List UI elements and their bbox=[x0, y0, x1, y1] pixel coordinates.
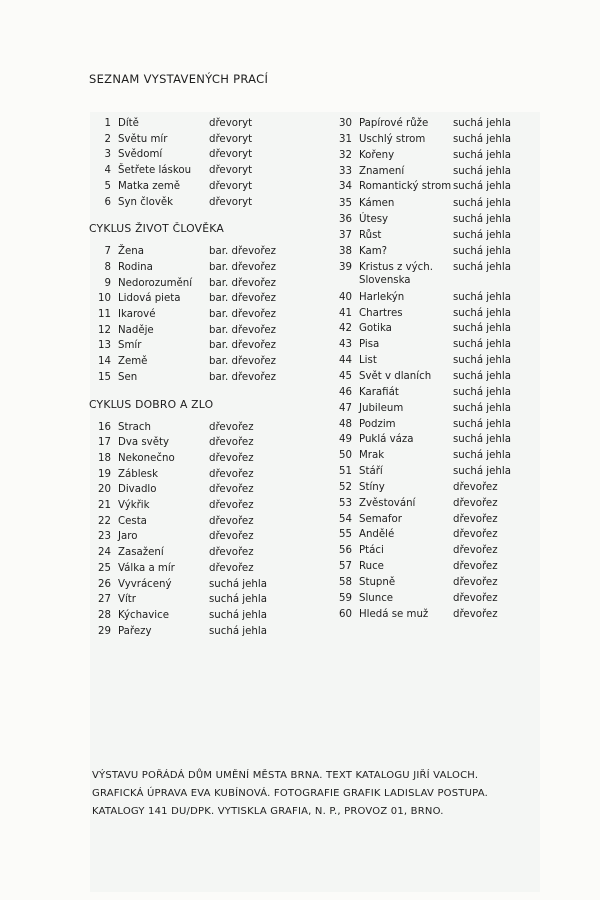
item-title: Nedorozumění bbox=[118, 277, 193, 289]
item-technique: bar. dřevořez bbox=[209, 324, 276, 336]
list-item bbox=[330, 591, 550, 607]
item-technique: dřevořez bbox=[209, 484, 254, 496]
list-item bbox=[330, 480, 550, 496]
item-technique: bar. dřevořez bbox=[209, 261, 276, 273]
item-title: Útesy bbox=[359, 214, 389, 226]
item-number: 24 bbox=[98, 547, 111, 559]
list-group-right bbox=[330, 116, 550, 622]
list-item bbox=[330, 132, 550, 148]
list-item bbox=[330, 306, 550, 322]
item-technique: dřevořez bbox=[209, 452, 254, 464]
item-title: List bbox=[359, 355, 377, 367]
list-item bbox=[330, 543, 550, 559]
item-title: Stupně bbox=[359, 576, 396, 588]
item-title: Puklá váza bbox=[359, 434, 414, 446]
item-number: 6 bbox=[104, 196, 111, 208]
item-title: Vítr bbox=[118, 594, 136, 606]
list-item bbox=[89, 323, 329, 339]
list-item bbox=[89, 338, 329, 354]
list-item bbox=[330, 559, 550, 575]
item-number: 16 bbox=[98, 421, 111, 433]
item-technique: bar. dřevořez bbox=[209, 340, 276, 352]
item-title: Šetřete láskou bbox=[118, 165, 192, 177]
item-technique: suchá jehla bbox=[453, 466, 511, 478]
item-number: 17 bbox=[98, 437, 111, 449]
item-number: 56 bbox=[339, 545, 352, 557]
item-title: Svědomí bbox=[118, 149, 163, 161]
item-number: 34 bbox=[339, 181, 352, 193]
item-title: Mrak bbox=[359, 450, 385, 462]
item-title: Výkřik bbox=[118, 500, 150, 512]
list-item bbox=[89, 561, 329, 577]
list-item bbox=[330, 385, 550, 401]
item-title: Kámen bbox=[359, 198, 395, 210]
list-item bbox=[89, 608, 329, 624]
item-title: Gotika bbox=[359, 323, 392, 335]
item-technique: dřevořez bbox=[453, 608, 498, 620]
item-technique: suchá jehla bbox=[453, 323, 511, 335]
colophon-line: GRAFICKÁ ÚPRAVA EVA KUBÍNOVÁ. FOTOGRAFIE GRAFIK LADISLAV POSTUPA. bbox=[92, 788, 488, 799]
item-technique: suchá jehla bbox=[453, 230, 511, 242]
item-number: 5 bbox=[104, 180, 111, 192]
item-technique: suchá jehla bbox=[453, 307, 511, 319]
list-item bbox=[89, 260, 329, 276]
item-number: 55 bbox=[339, 529, 352, 541]
item-title: Ikarové bbox=[118, 309, 156, 321]
item-title: Žena bbox=[118, 246, 144, 258]
item-number: 3 bbox=[104, 149, 111, 161]
item-title: Znamení bbox=[359, 165, 405, 177]
list-item bbox=[89, 577, 329, 593]
item-technique: suchá jehla bbox=[453, 291, 511, 303]
item-number: 15 bbox=[98, 371, 111, 383]
item-title: Divadlo bbox=[118, 484, 157, 496]
item-number: 42 bbox=[339, 323, 352, 335]
item-number: 9 bbox=[104, 277, 111, 289]
item-title: Andělé bbox=[359, 529, 395, 541]
item-title: Nekonečno bbox=[118, 452, 175, 464]
item-title: Záblesk bbox=[118, 468, 158, 480]
item-title: Podzim bbox=[359, 418, 396, 430]
item-technique: dřevořez bbox=[453, 481, 498, 493]
list-item bbox=[89, 291, 329, 307]
colophon-line: KATALOGY 141 DU/DPK. VYTISKLA GRAFIA, N. P., PROVOZ 01, BRNO. bbox=[92, 806, 444, 817]
item-number: 7 bbox=[104, 246, 111, 258]
item-number: 8 bbox=[104, 261, 111, 273]
item-technique: dřevořez bbox=[453, 545, 498, 557]
item-title: Romantický strom bbox=[359, 181, 452, 193]
item-number: 1 bbox=[104, 118, 111, 129]
item-number: 18 bbox=[98, 452, 111, 464]
item-title: Matka země bbox=[118, 180, 181, 192]
item-technique: dřevoryt bbox=[209, 180, 253, 192]
item-technique: dřevořez bbox=[453, 561, 498, 573]
item-title: Hledá se muž bbox=[359, 608, 429, 620]
item-number: 4 bbox=[104, 165, 111, 177]
item-number: 48 bbox=[339, 418, 352, 430]
item-number: 13 bbox=[98, 340, 111, 352]
list-group-untitled bbox=[89, 116, 329, 210]
item-technique: suchá jehla bbox=[453, 181, 511, 193]
item-title: Harlekýn bbox=[359, 291, 405, 303]
item-technique: suchá jehla bbox=[453, 434, 511, 446]
item-technique: suchá jehla bbox=[453, 355, 511, 367]
item-title: Uschlý strom bbox=[359, 133, 426, 145]
item-number: 52 bbox=[339, 481, 352, 493]
item-title: Dva světy bbox=[118, 437, 169, 449]
item-title: Jaro bbox=[118, 531, 138, 543]
list-item bbox=[330, 116, 550, 132]
list-item bbox=[330, 260, 550, 287]
item-number: 59 bbox=[339, 592, 352, 604]
item-number: 31 bbox=[339, 133, 352, 145]
item-title: Smír bbox=[118, 340, 142, 352]
item-number: 49 bbox=[339, 434, 352, 446]
item-title: Ptáci bbox=[359, 545, 384, 557]
list-group-dobro-a-zlo bbox=[89, 420, 329, 640]
colophon-line: VÝSTAVU POŘÁDÁ DŮM UMĚNÍ MĚSTA BRNA. TEXT KATALOGU JIŘÍ VALOCH. bbox=[92, 770, 479, 781]
list-item bbox=[330, 464, 550, 480]
item-technique: suchá jehla bbox=[453, 165, 511, 177]
list-item bbox=[330, 401, 550, 417]
right-column bbox=[330, 116, 550, 622]
item-title: Světu mír bbox=[118, 133, 168, 145]
item-number: 12 bbox=[98, 324, 111, 336]
item-number: 33 bbox=[339, 165, 352, 177]
item-number: 22 bbox=[98, 515, 111, 527]
item-technique: suchá jehla bbox=[453, 198, 511, 210]
list-item bbox=[89, 545, 329, 561]
list-item bbox=[330, 337, 550, 353]
item-technique: suchá jehla bbox=[453, 133, 511, 145]
item-title: Syn člověk bbox=[118, 196, 174, 208]
item-number: 54 bbox=[339, 513, 352, 525]
item-title: Papírové růže bbox=[359, 118, 429, 129]
item-technique: suchá jehla bbox=[453, 339, 511, 351]
list-item bbox=[89, 132, 329, 148]
item-title: Jubileum bbox=[359, 402, 404, 414]
item-technique: suchá jehla bbox=[453, 261, 511, 273]
item-technique: dřevoryt bbox=[209, 133, 253, 145]
page-title: SEZNAM VYSTAVENÝCH PRACÍ bbox=[89, 72, 269, 86]
item-number: 44 bbox=[339, 355, 352, 367]
item-number: 58 bbox=[339, 576, 352, 588]
item-technique: suchá jehla bbox=[453, 149, 511, 161]
list-item bbox=[330, 212, 550, 228]
item-title: Dítě bbox=[118, 118, 139, 129]
list-item bbox=[89, 370, 329, 386]
list-item bbox=[89, 420, 329, 436]
item-technique: bar. dřevořez bbox=[209, 356, 276, 368]
list-item bbox=[330, 448, 550, 464]
item-title: Kýchavice bbox=[118, 609, 169, 621]
item-title: Kristus z vých. Slovenska bbox=[359, 261, 433, 286]
item-technique: dřevoryt bbox=[209, 165, 253, 177]
list-item bbox=[330, 196, 550, 212]
item-technique: dřevoryt bbox=[209, 149, 253, 161]
item-title: Zvěstování bbox=[359, 497, 416, 509]
item-number: 53 bbox=[339, 497, 352, 509]
list-item bbox=[330, 179, 550, 193]
list-item bbox=[89, 147, 329, 163]
list-item bbox=[89, 307, 329, 323]
list-item bbox=[330, 353, 550, 369]
item-technique: suchá jehla bbox=[453, 402, 511, 414]
item-number: 27 bbox=[98, 594, 111, 606]
item-number: 51 bbox=[339, 466, 352, 478]
item-title: Pisa bbox=[359, 339, 380, 351]
item-number: 20 bbox=[98, 484, 111, 496]
item-technique: dřevořez bbox=[209, 515, 254, 527]
item-number: 26 bbox=[98, 578, 111, 590]
list-item bbox=[89, 179, 329, 195]
item-technique: bar. dřevořez bbox=[209, 309, 276, 321]
list-item bbox=[330, 417, 550, 433]
list-item bbox=[89, 592, 329, 608]
item-title: Semafor bbox=[359, 513, 402, 525]
item-title: Rodina bbox=[118, 261, 153, 273]
item-technique: dřevořez bbox=[209, 531, 254, 543]
item-technique: bar. dřevořez bbox=[209, 246, 276, 258]
item-technique: dřevořez bbox=[453, 497, 498, 509]
item-technique: suchá jehla bbox=[453, 118, 511, 129]
list-item bbox=[89, 624, 329, 640]
list-item bbox=[330, 575, 550, 591]
item-number: 37 bbox=[339, 230, 352, 242]
item-technique: suchá jehla bbox=[453, 245, 511, 257]
list-item bbox=[330, 164, 550, 180]
item-title: Slunce bbox=[359, 592, 394, 604]
list-item bbox=[330, 369, 550, 385]
list-item bbox=[330, 607, 550, 623]
item-title: Pařezy bbox=[118, 625, 152, 637]
list-item bbox=[89, 244, 329, 260]
list-item bbox=[330, 228, 550, 244]
item-technique: suchá jehla bbox=[453, 214, 511, 226]
list-item bbox=[89, 451, 329, 467]
item-number: 50 bbox=[339, 450, 352, 462]
item-number: 10 bbox=[98, 293, 111, 305]
item-title: Stíny bbox=[359, 481, 385, 493]
list-item bbox=[330, 244, 550, 260]
item-number: 40 bbox=[339, 291, 352, 303]
item-title: Vyvrácený bbox=[118, 578, 172, 590]
item-number: 35 bbox=[339, 198, 352, 210]
item-number: 2 bbox=[104, 133, 111, 145]
list-item bbox=[89, 529, 329, 545]
item-number: 11 bbox=[98, 309, 111, 321]
section-title-zivot-cloveka: CYKLUS ŽIVOT ČLOVĚKA bbox=[89, 222, 224, 236]
item-title: Země bbox=[118, 356, 148, 368]
item-number: 28 bbox=[98, 609, 111, 621]
item-technique: suchá jehla bbox=[209, 609, 267, 621]
item-technique: dřevořez bbox=[453, 576, 498, 588]
item-technique: dřevořez bbox=[209, 421, 254, 433]
item-technique: dřevořez bbox=[209, 547, 254, 559]
section-title-dobro-a-zlo: CYKLUS DOBRO A ZLO bbox=[89, 397, 214, 411]
item-number: 29 bbox=[98, 625, 111, 637]
item-title: Kořeny bbox=[359, 149, 395, 161]
item-title: Svět v dlaních bbox=[359, 370, 432, 382]
item-number: 43 bbox=[339, 339, 352, 351]
item-technique: suchá jehla bbox=[209, 594, 267, 606]
item-title: Zasažení bbox=[118, 547, 164, 559]
colophon bbox=[92, 767, 542, 821]
item-number: 32 bbox=[339, 149, 352, 161]
left-column bbox=[89, 116, 329, 639]
item-technique: suchá jehla bbox=[453, 418, 511, 430]
item-title: Strach bbox=[118, 421, 151, 433]
item-title: Růst bbox=[359, 230, 382, 242]
item-technique: dřevoryt bbox=[209, 118, 253, 129]
list-item bbox=[330, 527, 550, 543]
list-item bbox=[89, 163, 329, 179]
list-item bbox=[330, 432, 550, 448]
list-item bbox=[330, 321, 550, 337]
item-title: Stáří bbox=[359, 466, 383, 478]
list-item bbox=[89, 195, 329, 211]
item-number: 39 bbox=[339, 261, 352, 273]
item-number: 47 bbox=[339, 402, 352, 414]
item-technique: bar. dřevořez bbox=[209, 277, 276, 289]
list-item bbox=[330, 148, 550, 164]
list-group-zivot-cloveka bbox=[89, 244, 329, 385]
item-technique: dřevořez bbox=[209, 468, 254, 480]
list-item bbox=[89, 467, 329, 483]
item-technique: dřevořez bbox=[453, 513, 498, 525]
item-number: 19 bbox=[98, 468, 111, 480]
item-number: 21 bbox=[98, 500, 111, 512]
item-title: Sen bbox=[118, 371, 138, 383]
item-technique: suchá jehla bbox=[209, 625, 267, 637]
list-item bbox=[89, 498, 329, 514]
item-technique: dřevořez bbox=[209, 437, 254, 449]
item-technique: suchá jehla bbox=[453, 386, 511, 398]
item-number: 30 bbox=[339, 118, 352, 129]
list-item bbox=[330, 512, 550, 528]
item-title: Naděje bbox=[118, 324, 154, 336]
item-title: Cesta bbox=[118, 515, 147, 527]
item-technique: dřevořez bbox=[209, 562, 254, 574]
item-number: 60 bbox=[339, 608, 352, 620]
list-item bbox=[89, 354, 329, 370]
item-technique: dřevoryt bbox=[209, 196, 253, 208]
item-number: 14 bbox=[98, 356, 111, 368]
item-number: 45 bbox=[339, 370, 352, 382]
item-technique: bar. dřevořez bbox=[209, 371, 276, 383]
item-number: 25 bbox=[98, 562, 111, 574]
item-title: Chartres bbox=[359, 307, 403, 319]
list-item bbox=[330, 290, 550, 306]
item-technique: dřevořez bbox=[453, 529, 498, 541]
item-technique: dřevořez bbox=[453, 592, 498, 604]
item-technique: suchá jehla bbox=[209, 578, 267, 590]
list-item bbox=[89, 435, 329, 451]
item-title: Kam? bbox=[359, 245, 388, 257]
list-item bbox=[89, 276, 329, 292]
item-number: 46 bbox=[339, 386, 352, 398]
item-technique: bar. dřevořez bbox=[209, 293, 276, 305]
item-number: 36 bbox=[339, 214, 352, 226]
item-technique: suchá jehla bbox=[453, 370, 511, 382]
item-number: 57 bbox=[339, 561, 352, 573]
item-technique: suchá jehla bbox=[453, 450, 511, 462]
item-number: 23 bbox=[98, 531, 111, 543]
list-item bbox=[89, 116, 329, 132]
item-title: Karafiát bbox=[359, 386, 399, 398]
list-item bbox=[89, 482, 329, 498]
list-item bbox=[330, 496, 550, 512]
item-title: Válka a mír bbox=[118, 562, 175, 574]
list-item bbox=[89, 514, 329, 530]
item-number: 41 bbox=[339, 307, 352, 319]
item-title: Ruce bbox=[359, 561, 384, 573]
item-number: 38 bbox=[339, 245, 352, 257]
item-title: Lidová pieta bbox=[118, 293, 181, 305]
item-technique: dřevořez bbox=[209, 500, 254, 512]
